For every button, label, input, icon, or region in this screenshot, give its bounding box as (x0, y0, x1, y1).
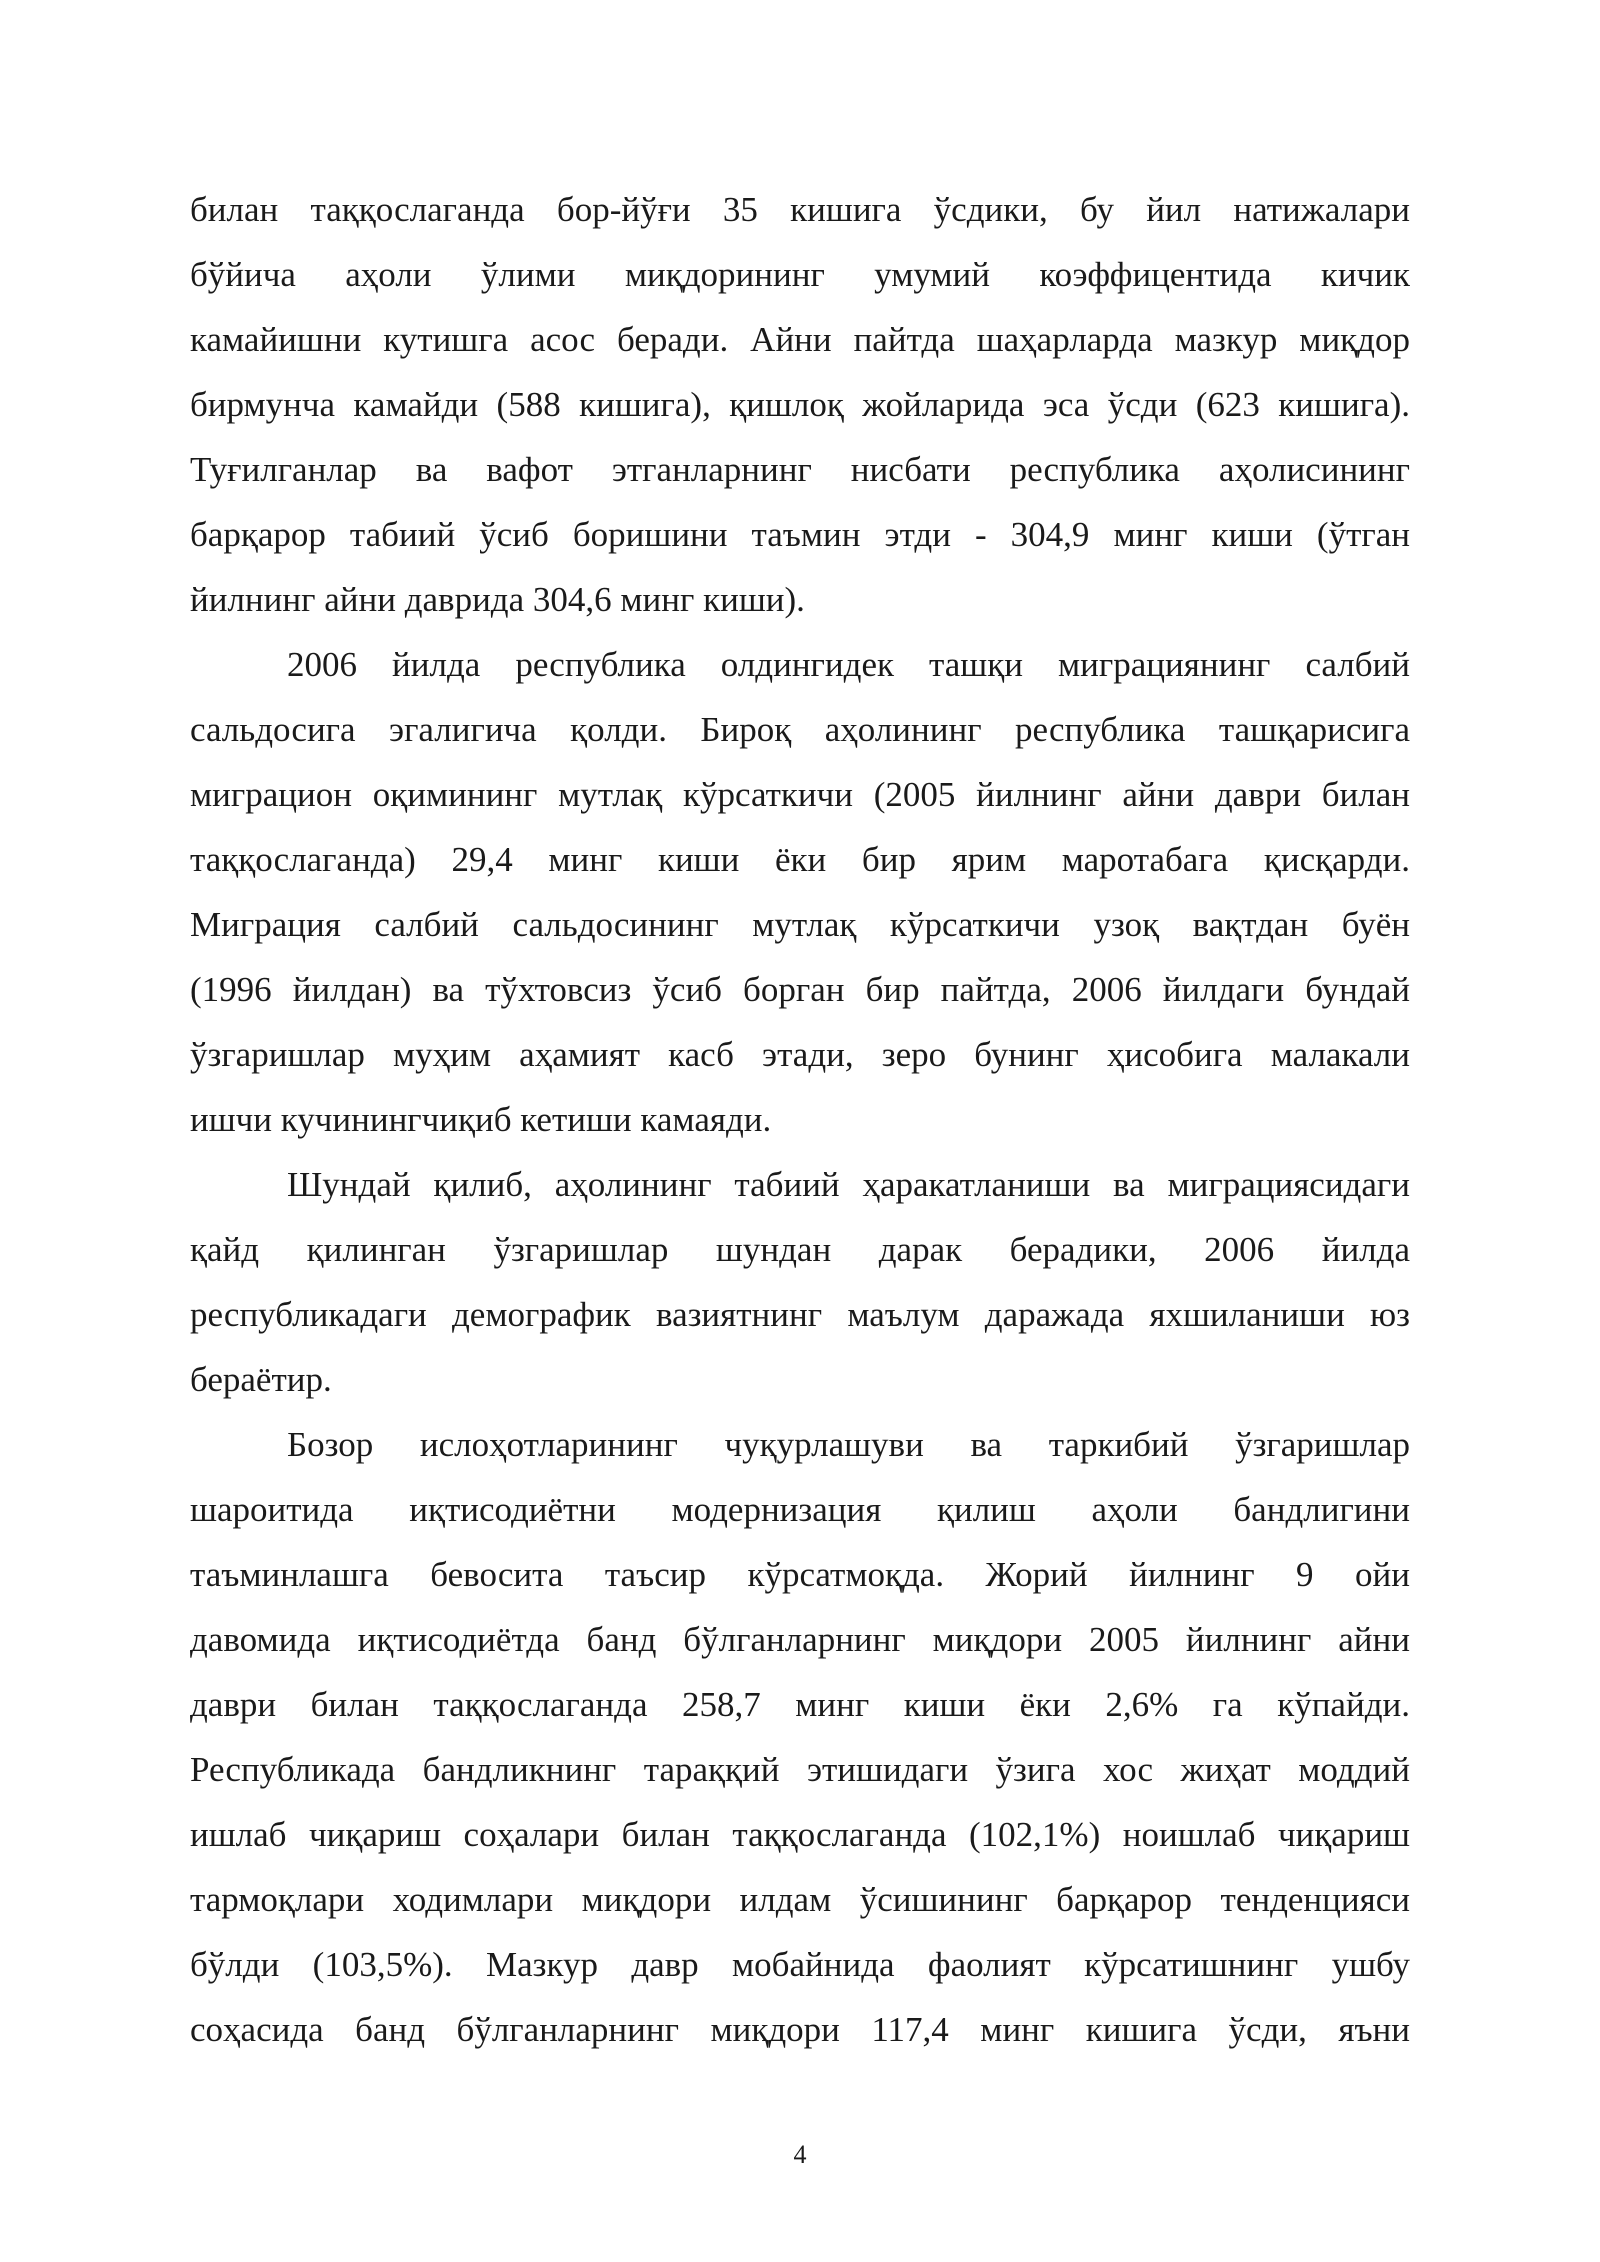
text-line: (1996 йилдан) ва тўхтовсиз ўсиб борган бир пайтда, 2006 йилдаги бундай (190, 970, 1410, 1009)
text-line: Туғилганлар ва вафот этганларнинг нисбати республика аҳолисининг (190, 450, 1410, 489)
text-line: бирмунча камайди (588 кишига), қишлоқ жойларида эса ўсди (623 кишига). (190, 385, 1410, 424)
paragraph-4 (190, 1412, 1410, 2062)
text-line: республикадаги демографик вазиятнинг маълум даражада яхшиланиши юз (190, 1295, 1410, 1334)
text-line: ўзгаришлар муҳим аҳамият касб этади, зеро бунинг ҳисобига малакали (190, 1035, 1410, 1074)
text-line: бўйича аҳоли ўлими миқдорининг умумий коэффицентида кичик (190, 255, 1410, 294)
page-number: 4 (793, 2140, 807, 2169)
text-line: ишлаб чиқариш соҳалари билан таққослаганда (102,1%) ноишлаб чиқариш (190, 1815, 1410, 1854)
paragraph-3 (190, 1152, 1410, 1412)
text-line: шароитида иқтисодиётни модернизация қилиш аҳоли бандлигини (190, 1490, 1410, 1529)
text-line: Бозор ислоҳотларининг чуқурлашуви ва таркибий ўзгаришлар (287, 1425, 1410, 1464)
text-line: бераётир. (190, 1360, 332, 1399)
text-line: бўлди (103,5%). Мазкур давр мобайнида фаолият кўрсатишнинг ушбу (190, 1945, 1410, 1984)
text-line: давомида иқтисодиётда банд бўлганларнинг миқдори 2005 йилнинг айни (190, 1620, 1410, 1659)
text-line: йилнинг айни даврида 304,6 минг киши). (190, 580, 805, 619)
text-line: камайишни кутишга асос беради. Айни пайтда шаҳарларда мазкур миқдор (190, 320, 1410, 359)
text-line: миграцион оқимининг мутлақ кўрсаткичи (2005 йилнинг айни даври билан (190, 775, 1410, 814)
text-line: Республикада бандликнинг тараққий этишидаги ўзига хос жиҳат моддий (190, 1750, 1410, 1789)
text-line: таъминлашга бевосита таъсир кўрсатмоқда. Жорий йилнинг 9 ойи (190, 1555, 1410, 1594)
text-line: 2006 йилда республика олдингидек ташқи миграциянинг салбий (287, 645, 1410, 684)
text-line: даври билан таққослаганда 258,7 минг киши ёки 2,6% га кўпайди. (190, 1685, 1410, 1724)
paragraph-1 (190, 177, 1410, 632)
text-line: таққослаганда) 29,4 минг киши ёки бир ярим маротабага қисқарди. (190, 840, 1410, 879)
text-line: қайд қилинган ўзгаришлар шундан дарак берадики, 2006 йилда (190, 1230, 1410, 1269)
text-line: барқарор табиий ўсиб боришини таъмин этди - 304,9 минг киши (ўтган (190, 515, 1410, 554)
text-line: ишчи кучинингчиқиб кетиши камаяди. (190, 1100, 772, 1139)
text-line: билан таққослаганда бор-йўғи 35 кишига ўсдики, бу йил натижалари (190, 190, 1410, 229)
paragraph-2 (190, 632, 1410, 1152)
text-line: Шундай қилиб, аҳолининг табиий ҳаракатланиши ва миграциясидаги (287, 1165, 1410, 1204)
text-line: Миграция салбий сальдосининг мутлақ кўрсаткичи узоқ вақтдан буён (190, 905, 1410, 944)
text-line: тармоқлари ходимлари миқдори илдам ўсишининг барқарор тенденцияси (190, 1880, 1410, 1919)
text-line: соҳасида банд бўлганларнинг миқдори 117,4 минг кишига ўсди, яъни (190, 2010, 1410, 2049)
document-body (190, 177, 1410, 2062)
text-line: сальдосига эгалигича қолди. Бироқ аҳолининг республика ташқарисига (190, 710, 1410, 749)
